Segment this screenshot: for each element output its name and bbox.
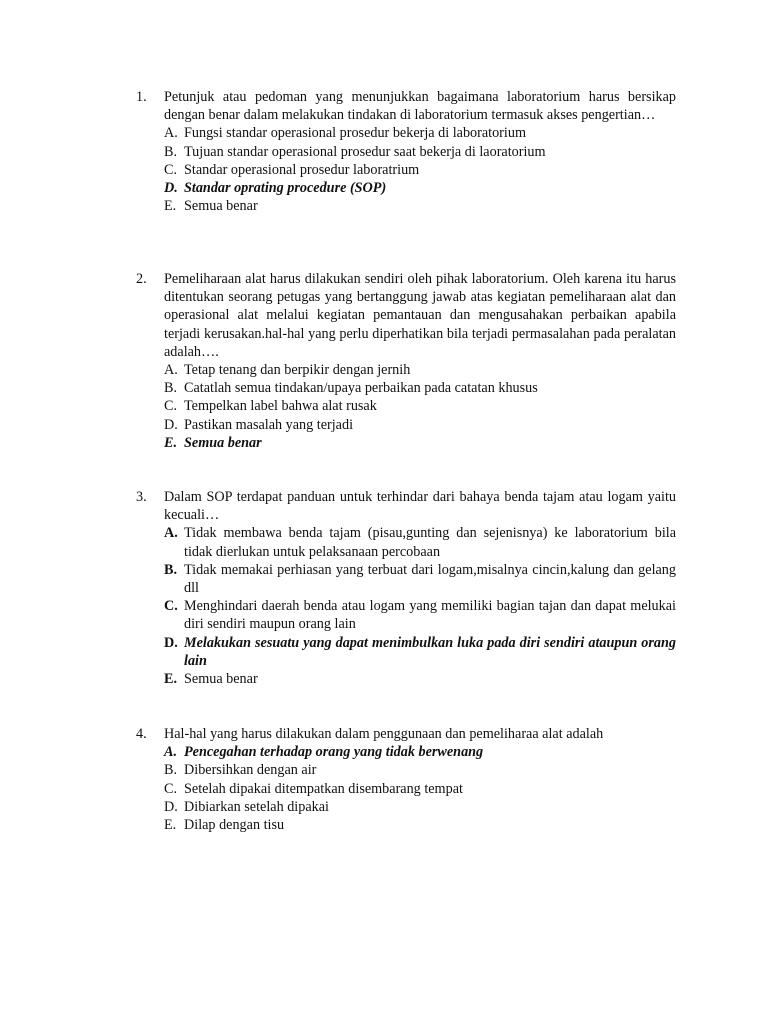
question-2 bbox=[136, 270, 676, 452]
option-c bbox=[164, 397, 676, 415]
option-c bbox=[164, 161, 676, 179]
option-letter: D. bbox=[164, 416, 178, 433]
option-text: Dibiarkan setelah dipakai bbox=[184, 798, 329, 815]
option-letter: B. bbox=[164, 762, 178, 779]
option-letter: B. bbox=[164, 561, 178, 578]
question-text: Petunjuk atau pedoman yang menunjukkan bagaimana laboratorium harus bersikap dengan benar dalam melakukan tindakan di laboratorium termasuk akses pengertian… bbox=[164, 89, 676, 124]
question-number: 2. bbox=[136, 271, 147, 287]
option-text: Semua benar bbox=[184, 434, 262, 451]
option-text: Tidak membawa benda tajam (pisau,gunting dan sejenisnya) ke laboratorium bila tidak dierlukan untuk pelaksanaan percobaan bbox=[184, 525, 676, 560]
option-letter: C. bbox=[164, 598, 178, 615]
option-text: Menghindari daerah benda atau logam yang memiliki bagian tajan dan dapat melukai diri sendiri maupun orang lain bbox=[184, 598, 676, 633]
question-text: Dalam SOP terdapat panduan untuk terhindar dari bahaya benda tajam atau logam yaitu kecuali… bbox=[164, 489, 676, 524]
option-b bbox=[164, 379, 676, 397]
option-letter: C. bbox=[164, 780, 178, 797]
option-letter: B. bbox=[164, 143, 178, 160]
option-b bbox=[164, 143, 676, 161]
option-a bbox=[164, 124, 676, 142]
question-text: Hal-hal yang harus dilakukan dalam penggunaan dan pemeliharaa alat adalah bbox=[164, 726, 604, 742]
option-text: Pastikan masalah yang terjadi bbox=[184, 416, 354, 433]
option-text: Semua benar bbox=[184, 671, 258, 688]
option-e bbox=[164, 197, 676, 215]
option-d-correct bbox=[164, 634, 676, 670]
option-list bbox=[164, 124, 676, 215]
option-c bbox=[164, 780, 676, 798]
option-letter: A. bbox=[164, 525, 178, 542]
option-letter: D. bbox=[164, 798, 178, 815]
option-c bbox=[164, 597, 676, 633]
option-text: Pencegahan terhadap orang yang tidak berwenang bbox=[184, 744, 484, 761]
option-letter: D. bbox=[164, 180, 178, 197]
option-a bbox=[164, 524, 676, 560]
option-letter: C. bbox=[164, 161, 178, 178]
question-text: Pemeliharaan alat harus dilakukan sendiri oleh pihak laboratorium. Oleh karena itu harus ditentukan seorang petugas yang bertanggung jawab atas kegiatan pemeliharaan alat dan operasional alat melalui kegiatan pemantauan dan mengusahakan perbaikan apabila terjadi kerusakan.hal-hal yang perlu diperhatikan bila terjadi permasalahan pada peralatan adalah…. bbox=[164, 271, 676, 360]
option-text: Standar oprating procedure (SOP) bbox=[184, 180, 387, 197]
question-3 bbox=[136, 488, 676, 688]
question-4 bbox=[136, 725, 676, 834]
question-number: 1. bbox=[136, 89, 147, 105]
option-d-correct bbox=[164, 179, 676, 197]
option-text: Catatlah semua tindakan/upaya perbaikan pada catatan khusus bbox=[184, 380, 538, 397]
option-letter: A. bbox=[164, 362, 178, 379]
question-1 bbox=[136, 88, 676, 215]
option-d bbox=[164, 798, 676, 816]
option-list bbox=[164, 743, 676, 834]
option-e-correct bbox=[164, 434, 676, 452]
option-a-correct bbox=[164, 743, 676, 761]
option-text: Dilap dengan tisu bbox=[184, 817, 285, 834]
option-list bbox=[164, 361, 676, 452]
option-letter: C. bbox=[164, 398, 178, 415]
option-e bbox=[164, 816, 676, 834]
option-letter: E. bbox=[164, 671, 178, 688]
option-text: Setelah dipakai ditempatkan disembarang tempat bbox=[184, 780, 463, 797]
option-text: Tetap tenang dan berpikir dengan jernih bbox=[184, 362, 411, 379]
option-text: Tidak memakai perhiasan yang terbuat dari logam,misalnya cincin,kalung dan gelang dll bbox=[184, 561, 676, 597]
option-letter: A. bbox=[164, 744, 178, 761]
option-text: Tujuan standar operasional prosedur saat bekerja di laoratorium bbox=[184, 143, 546, 160]
option-letter: B. bbox=[164, 380, 178, 397]
option-a bbox=[164, 361, 676, 379]
option-letter: E. bbox=[164, 434, 178, 451]
option-text: Standar operasional prosedur laboratrium bbox=[184, 161, 420, 178]
option-letter: E. bbox=[164, 817, 177, 834]
option-text: Semua benar bbox=[184, 198, 258, 215]
option-list bbox=[164, 524, 676, 688]
question-number: 3. bbox=[136, 489, 147, 505]
option-letter: D. bbox=[164, 634, 178, 651]
option-text: Dibersihkan dengan air bbox=[184, 762, 317, 779]
question-number: 4. bbox=[136, 726, 147, 742]
option-e bbox=[164, 670, 676, 688]
option-text: Fungsi standar operasional prosedur bekerja di laboratorium bbox=[184, 125, 526, 142]
option-text: Melakukan sesuatu yang dapat menimbulkan luka pada diri sendiri ataupun orang lain bbox=[184, 634, 676, 669]
option-b bbox=[164, 761, 676, 779]
option-letter: E. bbox=[164, 198, 177, 215]
option-b bbox=[164, 561, 676, 597]
option-text: Tempelkan label bahwa alat rusak bbox=[184, 398, 377, 415]
option-d bbox=[164, 416, 676, 434]
option-letter: A. bbox=[164, 125, 178, 142]
